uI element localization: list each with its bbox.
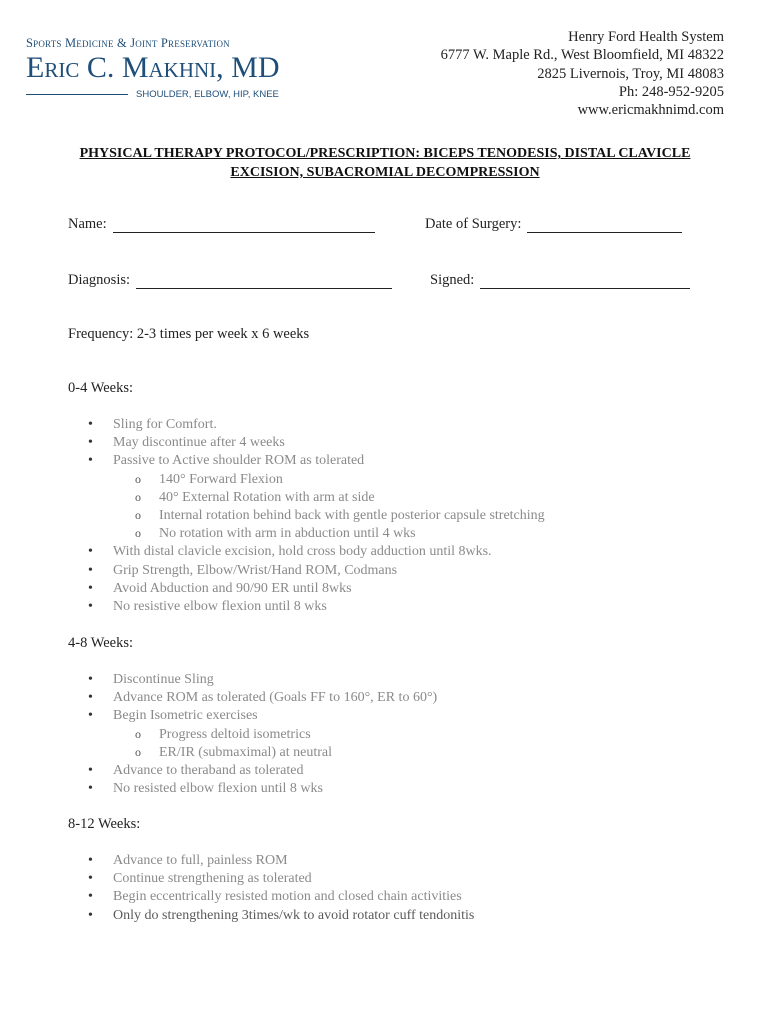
bullet-icon: •: [88, 544, 93, 560]
logo-tagline: SHOULDER, ELBOW, HIP, KNEE: [136, 89, 279, 100]
bullet-icon: •: [88, 907, 93, 923]
list-item: • No resisted elbow flexion until 8 wks: [68, 780, 437, 798]
bullet-icon: •: [88, 781, 93, 797]
diagnosis-field: [68, 272, 392, 289]
date-of-surgery-input-line[interactable]: [527, 218, 682, 233]
diagnosis-input-line[interactable]: [136, 274, 392, 289]
date-of-surgery-label: Date of Surgery:: [425, 216, 522, 232]
list-subitem: o Progress deltoid isometrics: [135, 726, 311, 742]
phase-3-heading: 8-12 Weeks:: [68, 816, 141, 832]
phase-1-heading: 0-4 Weeks:: [68, 380, 134, 396]
circle-bullet-icon: o: [135, 471, 141, 486]
frequency-text: Frequency: 2-3 times per week x 6 weeks: [68, 326, 310, 342]
phase-3-list: [68, 852, 474, 925]
list-item: • Only do strengthening 3times/wk to avoid rotator cuff tendonitis: [68, 907, 474, 925]
bullet-icon: •: [88, 672, 93, 687]
list-item: • Advance ROM as tolerated (Goals FF to 160°, ER to 60°): [68, 689, 437, 707]
list-subitem: o No rotation with arm in abduction until 4 wks: [135, 526, 416, 542]
signed-field: [430, 272, 690, 289]
list-subitem: o 140° Forward Flexion: [135, 471, 283, 487]
list-subitem: o ER/IR (submaximal) at neutral: [135, 744, 333, 760]
list-item: • Avoid Abduction and 90/90 ER until 8wks: [68, 580, 545, 598]
list-item: • Advance to theraband as tolerated: [68, 762, 437, 780]
circle-bullet-icon: o: [135, 489, 141, 504]
list-item: • Begin eccentrically resisted motion and closed chain activities: [68, 888, 474, 906]
list-item: • With distal clavicle excision, hold cross body adduction until 8wks.: [68, 543, 545, 561]
circle-bullet-icon: o: [135, 526, 141, 541]
logo-physician-name: Eric C. Makhni, MD: [26, 51, 280, 84]
bullet-icon: •: [88, 708, 93, 724]
bullet-icon: •: [88, 763, 93, 779]
name-label: Name:: [68, 216, 107, 232]
bullet-icon: •: [88, 871, 93, 887]
diagnosis-label: Diagnosis:: [68, 272, 131, 288]
bullet-icon: •: [88, 453, 93, 469]
list-item: • May discontinue after 4 weeks: [68, 434, 545, 452]
bullet-icon: •: [88, 562, 93, 578]
phase-2-list: [68, 671, 437, 798]
title-line-2: EXCISION, SUBACROMIAL DECOMPRESSION: [230, 165, 540, 180]
circle-bullet-icon: o: [135, 726, 141, 741]
logo-subtitle: Sports Medicine & Joint Preservation: [26, 36, 230, 50]
bullet-icon: •: [88, 580, 93, 596]
list-item: • Continue strengthening as tolerated: [68, 870, 474, 888]
name-input-line[interactable]: [113, 218, 375, 233]
page-title: [60, 144, 710, 182]
bullet-icon: •: [88, 690, 93, 706]
logo-tagline-row: [26, 89, 296, 100]
contact-org: Henry Ford Health System: [568, 29, 724, 45]
contact-phone: Ph: 248-952-9205: [618, 83, 724, 100]
signed-input-line[interactable]: [480, 274, 690, 289]
title-line-1: PHYSICAL THERAPY PROTOCOL/PRESCRIPTION: BICEPS TENODESIS, DISTAL CLAVICLE: [79, 146, 691, 161]
phase-1-list: [68, 416, 545, 616]
practice-logo: [26, 36, 296, 100]
list-item: • Sling for Comfort.: [68, 416, 545, 434]
bullet-icon: •: [88, 435, 93, 451]
bullet-icon: •: [88, 853, 93, 868]
signed-label: Signed:: [430, 272, 475, 288]
bullet-icon: •: [88, 417, 93, 432]
list-item: • Grip Strength, Elbow/Wrist/Hand ROM, Codmans: [68, 562, 545, 580]
list-item: • Passive to Active shoulder ROM as tolerated: [68, 452, 545, 470]
circle-bullet-icon: o: [135, 508, 141, 523]
bullet-icon: •: [88, 599, 93, 615]
circle-bullet-icon: o: [135, 744, 141, 759]
date-of-surgery-field: [425, 216, 682, 233]
contact-website: www.ericmakhnimd.com: [577, 102, 724, 119]
logo-rule-divider: [26, 94, 128, 95]
contact-address-2: 2825 Livernois, Troy, MI 48083: [537, 65, 724, 82]
list-item: • Discontinue Sling: [68, 671, 437, 689]
list-item: • No resistive elbow flexion until 8 wks: [68, 598, 545, 616]
name-field: [68, 216, 375, 233]
bullet-icon: •: [88, 889, 93, 905]
contact-address-1: 6777 W. Maple Rd., West Bloomfield, MI 48322: [440, 47, 724, 64]
list-subitem: o 40° External Rotation with arm at side: [135, 489, 375, 505]
contact-block: [441, 28, 724, 119]
list-item: • Begin Isometric exercises: [68, 707, 437, 725]
list-subitem: o Internal rotation behind back with gentle posterior capsule stretching: [135, 508, 545, 524]
phase-2-heading: 4-8 Weeks:: [68, 635, 134, 651]
list-item: • Advance to full, painless ROM: [68, 852, 474, 870]
